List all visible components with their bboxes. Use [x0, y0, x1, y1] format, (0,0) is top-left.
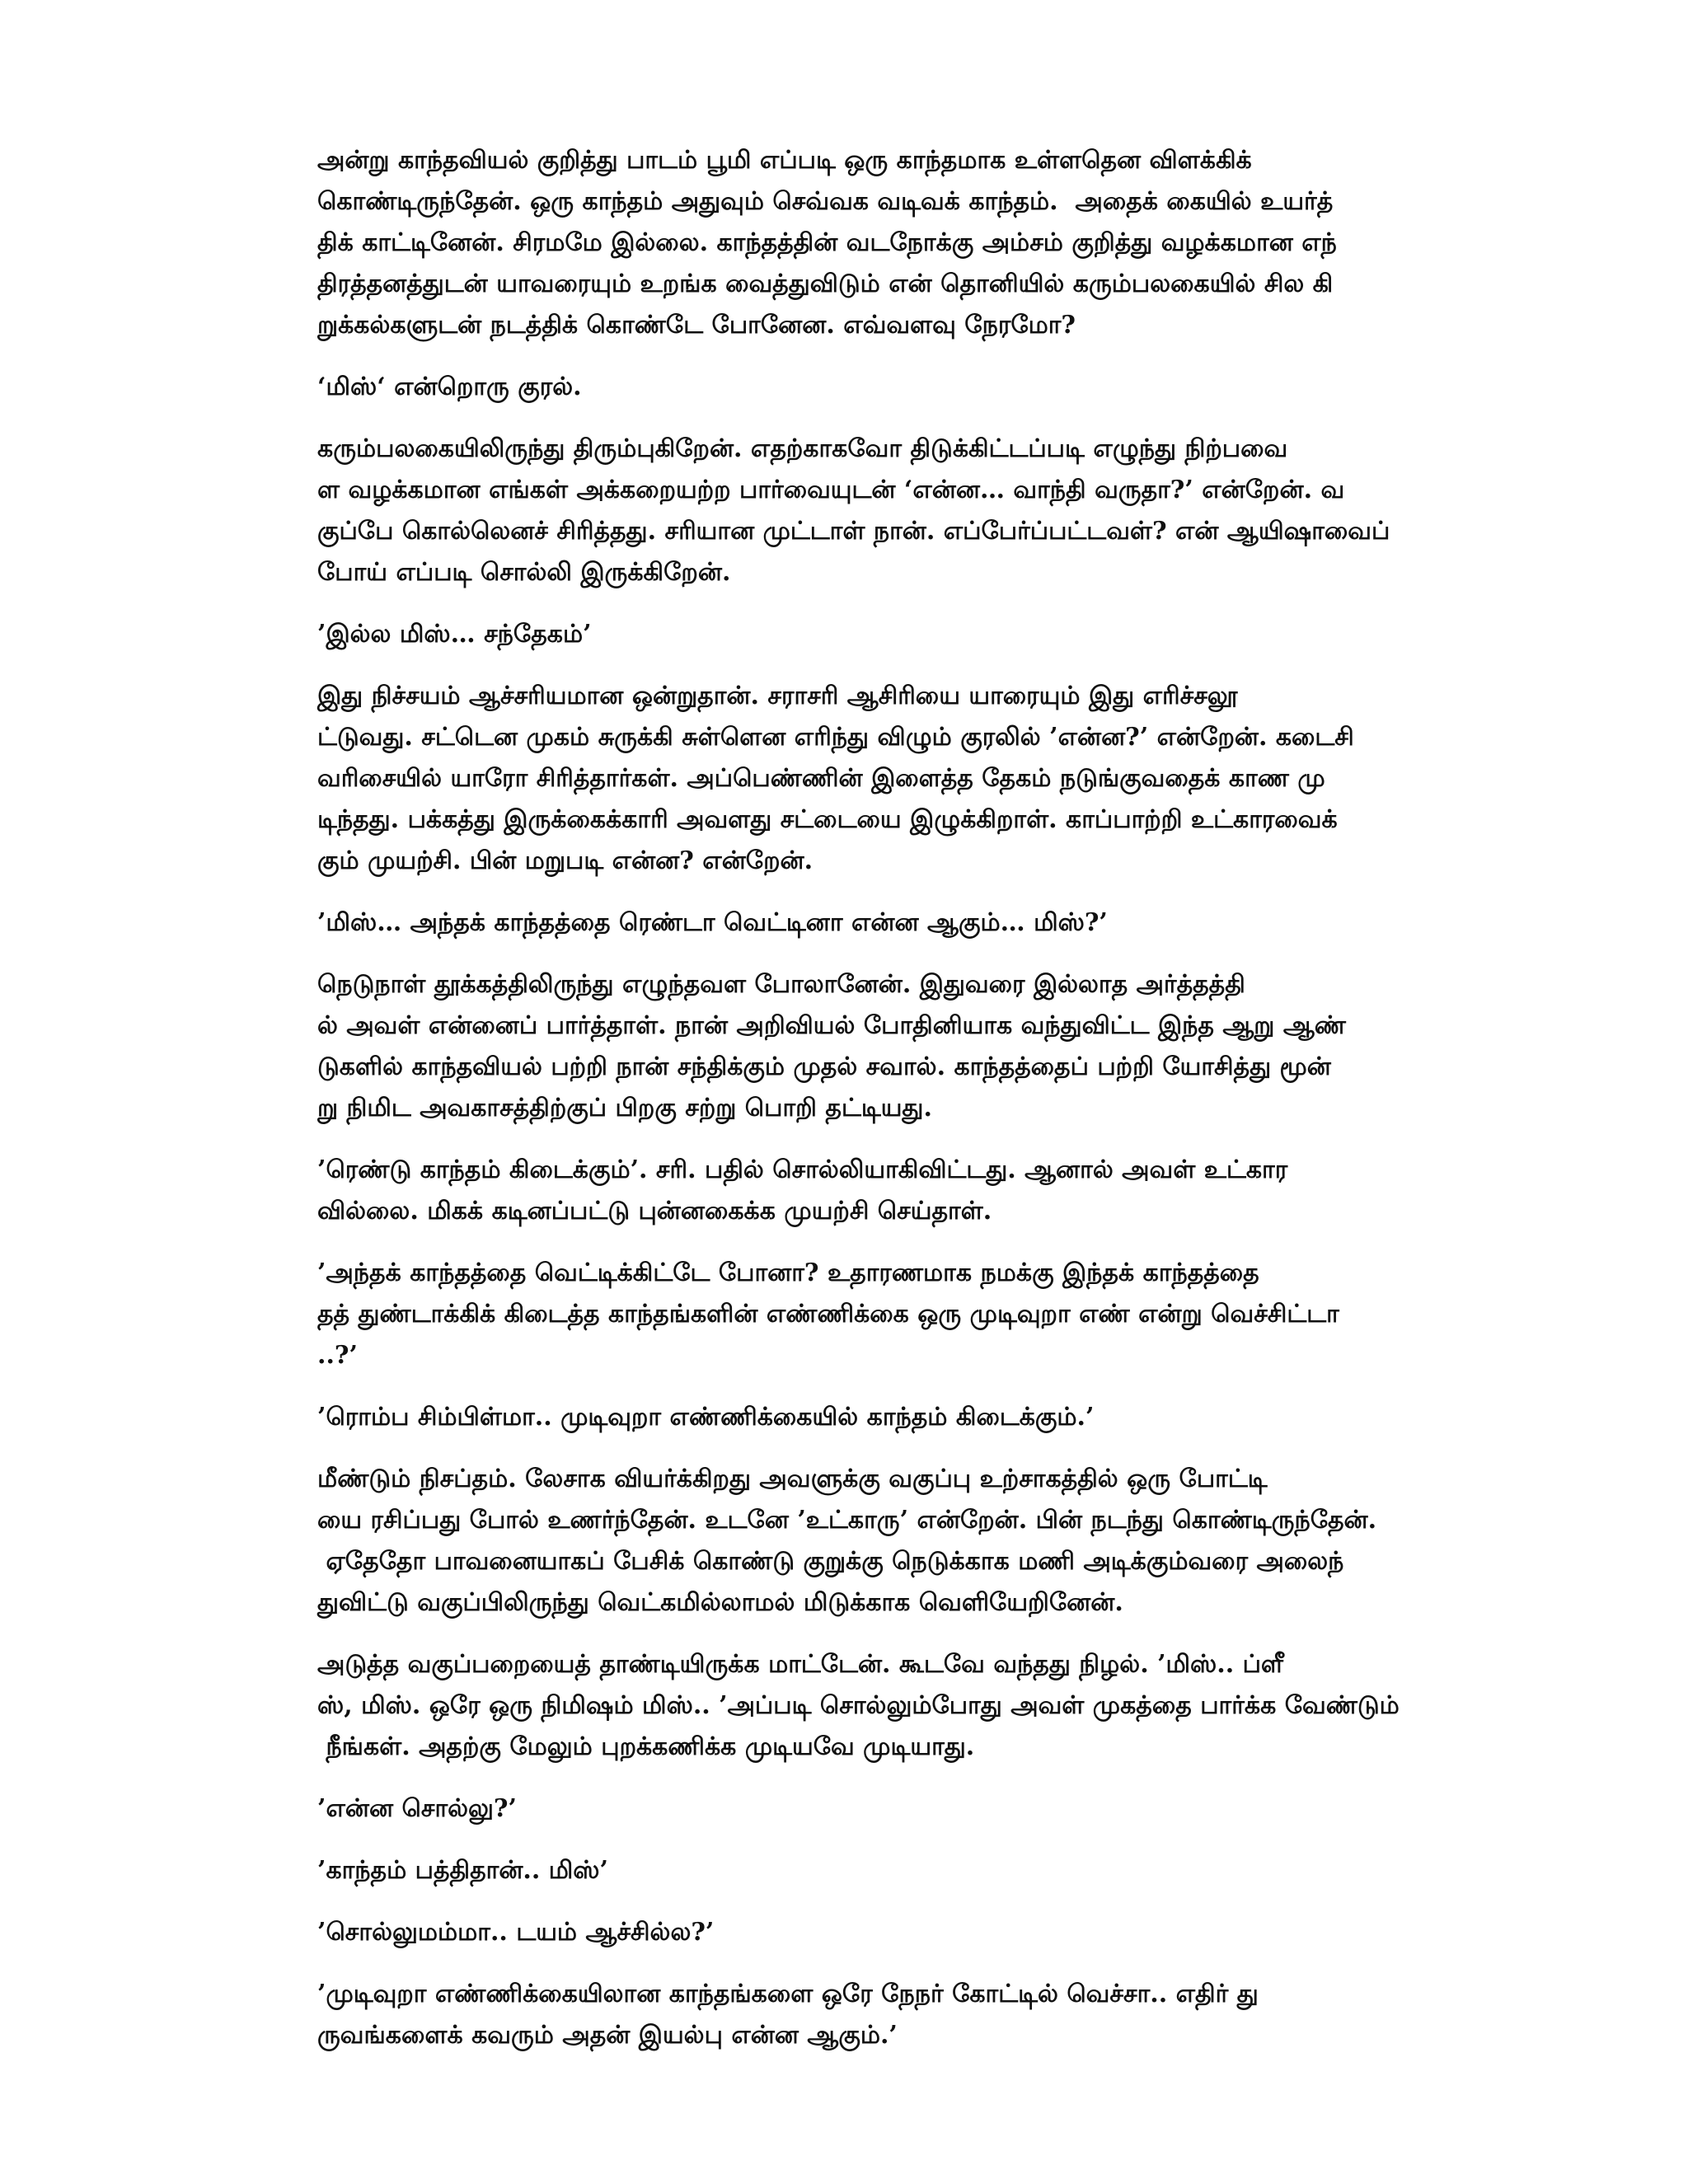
text-line: ’ரொம்ப சிம்பிள்மா.. முடிவுறா எண்ணிக்கையில் காந்தம் கிடைக்கும்.’	[317, 1403, 1095, 1432]
paragraph	[247, 614, 1467, 655]
text-line: ஸ், மிஸ். ஒரே ஒரு நிமிஷம் மிஸ்.. ’அப்படி சொல்லும்போது அவள் முகத்தை பார்க்க வேண்டும்	[317, 1691, 1400, 1720]
text-line: றுக்கல்களுடன் நடத்திக் கொண்டே போனேன. எவ்வளவு நேரமோ?	[317, 311, 1076, 340]
text-line: நெடுநாள் தூக்கத்திலிருந்து எழுந்தவள போலானேன். இதுவரை இல்லாத அர்த்தத்தி	[317, 970, 1245, 999]
paragraph	[247, 964, 1467, 1129]
paragraph	[247, 902, 1467, 944]
text-line: ..?’	[317, 1341, 358, 1370]
text-line: ’சொல்லுமம்மா.. டயம் ஆச்சில்ல?’	[317, 1918, 715, 1947]
text-line: ருவங்களைக் கவரும் அதன் இயல்பு என்ன ஆகும்.’	[317, 2021, 898, 2050]
text-line: குப்பே கொல்லெனச் சிரித்தது. சரியான முட்டாள் நான். எப்பேர்ப்பட்டவள்? என் ஆயிஷாவைப்	[317, 517, 1390, 546]
text-line: வில்லை. மிகக் கடினப்பட்டு புன்னகைக்க முயற்சி செய்தாள்.	[317, 1197, 992, 1226]
text-line: டுகளில் காந்தவியல் பற்றி நான் சந்திக்கும் முதல் சவால். காந்தத்தைப் பற்றி யோசித்து மூன்	[317, 1052, 1331, 1081]
text-line: அடுத்த வகுப்பறையைத் தாண்டியிருக்க மாட்டேன். கூடவே வந்தது நிழல். ’மிஸ்.. ப்ளீ	[317, 1650, 1284, 1679]
paragraph	[247, 140, 1467, 346]
text-line: ’மிஸ்… அந்தக் காந்தத்தை ரெண்டா வெட்டினா என்ன ஆகும்… மிஸ்?’	[317, 908, 1108, 937]
text-line: ’இல்ல மிஸ்… சந்தேகம்’	[317, 620, 592, 649]
text-line: ட்டுவது. சட்டென முகம் சுருக்கி சுள்ளென எரிந்து விழும் குரலில் ’என்ன?’ என்றேன். கடைசி	[317, 723, 1354, 752]
paragraph	[247, 429, 1467, 593]
text-line: கொண்டிருந்தேன். ஒரு காந்தம் அதுவும் செவ்வக வடிவக் காந்தம். அதைக் கையில் உயர்த்	[317, 187, 1334, 216]
paragraph	[247, 1459, 1467, 1624]
text-line: தத் துண்டாக்கிக் கிடைத்த காந்தங்களின் எண்ணிக்கை ஒரு முடிவுறா எண் என்று வெச்சிட்டா	[317, 1300, 1339, 1329]
paragraph	[247, 1974, 1467, 2056]
text-line: ’காந்தம் பத்திதான்.. மிஸ்’	[317, 1856, 608, 1885]
text-line: வரிசையில் யாரோ சிரித்தார்கள். அப்பெண்ணின் இளைத்த தேகம் நடுங்குவதைக் காண மு	[317, 764, 1325, 793]
paragraph	[247, 676, 1467, 882]
text-line: திரத்தனத்துடன் யாவரையும் உறங்க வைத்துவிடும் என் தொனியில் கரும்பலகையில் சில கி	[317, 269, 1334, 298]
document-body	[247, 140, 1467, 2077]
text-line: மீண்டும் நிசப்தம். லேசாக வியர்க்கிறது அவளுக்கு வகுப்பு உற்சாகத்தில் ஒரு போட்டி	[317, 1465, 1268, 1493]
text-line: டிந்தது. பக்கத்து இருக்கைக்காரி அவளது சட்டையை இழுக்கிறாள். காப்பாற்றி உட்காரவைக்	[317, 805, 1338, 834]
text-line: ’அந்தக் காந்தத்தை வெட்டிக்கிட்டே போனா? உதாரணமாக நமக்கு இந்தக் காந்தத்தை	[317, 1258, 1259, 1287]
paragraph	[247, 1788, 1467, 1830]
text-line: ல் அவள் என்னைப் பார்த்தாள். நான் அறிவியல் போதினியாக வந்துவிட்ட இந்த ஆறு ஆண்	[317, 1011, 1346, 1040]
paragraph	[247, 1850, 1467, 1891]
paragraph	[247, 1644, 1467, 1768]
text-line: ஏதேதோ பாவனையாகப் பேசிக் கொண்டு குறுக்கு நெடுக்காக மணி அடிக்கும்வரை அலைந்	[317, 1547, 1344, 1576]
text-line: போய் எப்படி சொல்லி இருக்கிறேன்.	[317, 558, 731, 587]
text-line: று நிமிட அவகாசத்திற்குப் பிறகு சற்று பொறி தட்டியது.	[317, 1094, 932, 1122]
text-line: அன்று காந்தவியல் குறித்து பாடம் பூமி எப்படி ஒரு காந்தமாக உள்ளதென விளக்கிக்	[317, 146, 1252, 175]
paragraph	[247, 1253, 1467, 1376]
text-line: ’ரெண்டு காந்தம் கிடைக்கும்’. சரி. பதில் சொல்லியாகிவிட்டது. ஆனால் அவள் உட்கார	[317, 1155, 1288, 1184]
text-line: துவிட்டு வகுப்பிலிருந்து வெட்கமில்லாமல் மிடுக்காக வெளியேறினேன்.	[317, 1588, 1123, 1617]
paragraph	[247, 367, 1467, 408]
text-line: ‘மிஸ்‘ என்றொரு குரல்.	[317, 373, 582, 401]
text-line: ’முடிவுறா எண்ணிக்கையிலான காந்தங்களை ஒரே நேநர் கோட்டில் வெச்சா.. எதிர் து	[317, 1980, 1259, 2008]
text-line: ’என்ன சொல்லு?’	[317, 1794, 517, 1823]
paragraph	[247, 1397, 1467, 1438]
text-line: திக் காட்டினேன். சிரமமே இல்லை. காந்தத்தின் வடநோக்கு அம்சம் குறித்து வழக்கமான எந்	[317, 228, 1337, 257]
text-line: கரும்பலகையிலிருந்து திரும்புகிறேன். எதற்காகவோ திடுக்கிட்டப்படி எழுந்து நிற்பவை	[317, 434, 1288, 463]
paragraph	[247, 1912, 1467, 1953]
paragraph	[247, 1150, 1467, 1232]
text-line: ள வழக்கமான எங்கள் அக்கறையற்ற பார்வையுடன் ‘என்ன… வாந்தி வருதா?’ என்றேன். வ	[317, 476, 1345, 504]
text-line: இது நிச்சயம் ஆச்சரியமான ஒன்றுதான். சராசரி ஆசிரியை யாரையும் இது எரிச்சலூ	[317, 682, 1238, 710]
text-line: நீங்கள். அதற்கு மேலும் புறக்கணிக்க முடியவே முடியாது.	[317, 1732, 975, 1761]
text-line: கும் முயற்சி. பின் மறுபடி என்ன? என்றேன்.	[317, 846, 814, 875]
text-line: யை ரசிப்பது போல் உணர்ந்தேன். உடனே ’உட்காரு’ என்றேன். பின் நடந்து கொண்டிருந்தேன்.	[317, 1506, 1377, 1535]
